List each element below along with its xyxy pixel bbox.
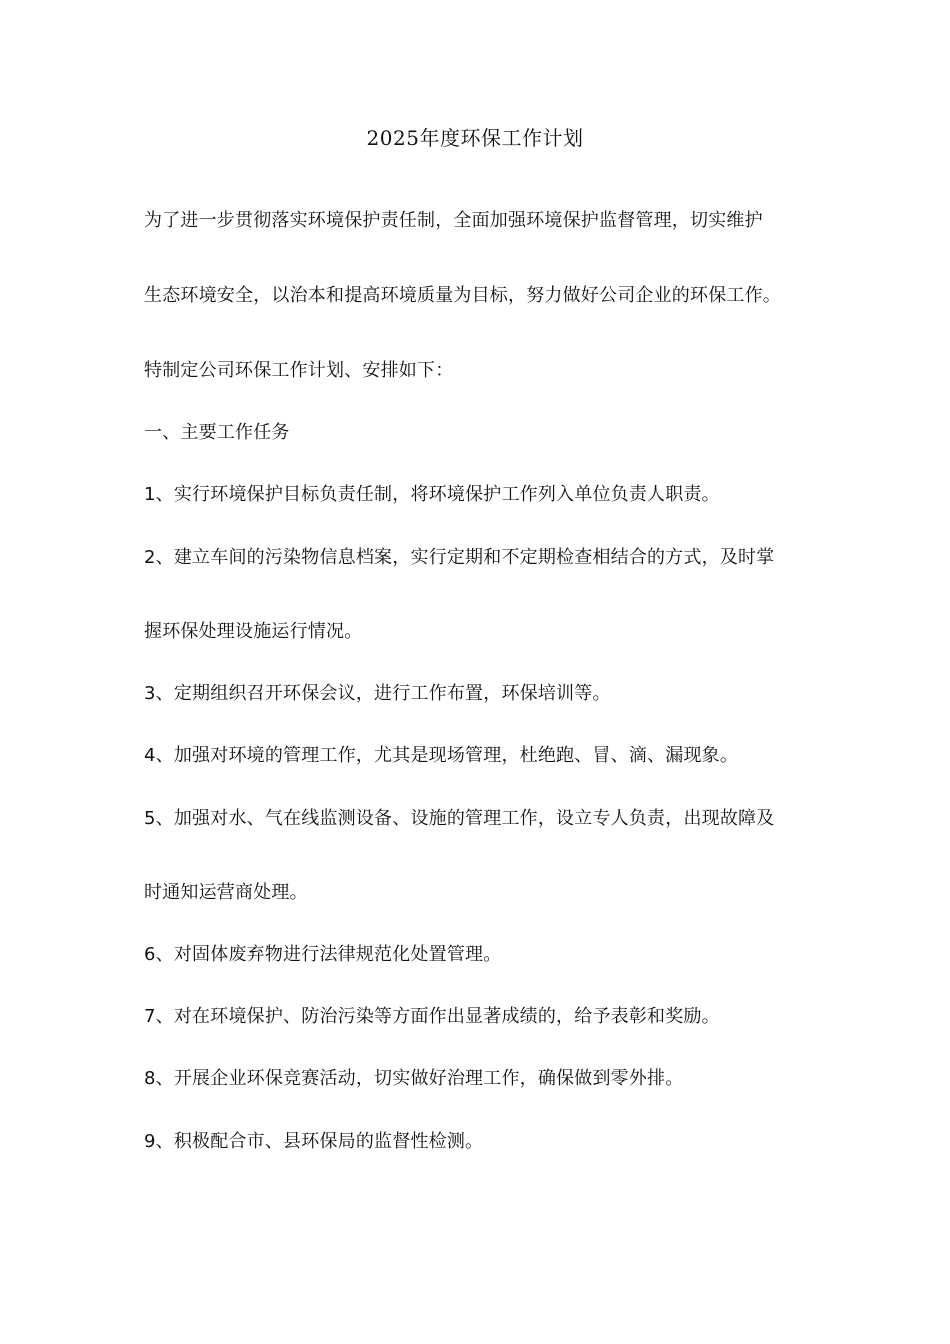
- section-heading: 一、主要工作任务: [144, 422, 290, 443]
- list-item-2-line-1: 2、建立车间的污染物信息档案，实行定期和不定期检查相结合的方式，及时掌: [144, 547, 775, 568]
- list-item-5-line-1: 5、加强对水、气在线监测设备、设施的管理工作，设立专人负责，出现故障及: [144, 808, 775, 829]
- list-item-5-line-2: 时通知运营商处理。: [144, 882, 308, 903]
- list-item-1: 1、实行环境保护目标负责任制，将环境保护工作列入单位负责人职责。: [144, 484, 720, 505]
- list-item-4: 4、加强对环境的管理工作，尤其是现场管理，杜绝跑、冒、滴、漏现象。: [144, 745, 739, 766]
- list-item-7: 7、对在环境保护、防治污染等方面作出显著成绩的，给予表彰和奖励。: [144, 1006, 720, 1027]
- list-item-8: 8、开展企业环保竞赛活动，切实做好治理工作，确保做到零外排。: [144, 1068, 684, 1089]
- document-title: 2025年度环保工作计划: [366, 126, 584, 150]
- intro-line-2: 生态环境安全，以治本和提高环境质量为目标，努力做好公司企业的环保工作。: [144, 285, 781, 306]
- intro-line-3: 特制定公司环保工作计划、安排如下：: [144, 360, 454, 381]
- list-item-9: 9、积极配合市、县环保局的监督性检测。: [144, 1131, 484, 1152]
- list-item-3: 3、定期组织召开环保会议，进行工作布置，环保培训等。: [144, 683, 611, 704]
- intro-line-1: 为了进一步贯彻落实环境保护责任制，全面加强环境保护监督管理，切实维护: [144, 210, 763, 231]
- list-item-2-line-2: 握环保处理设施运行情况。: [144, 621, 363, 642]
- list-item-6: 6、对固体废弃物进行法律规范化处置管理。: [144, 944, 502, 965]
